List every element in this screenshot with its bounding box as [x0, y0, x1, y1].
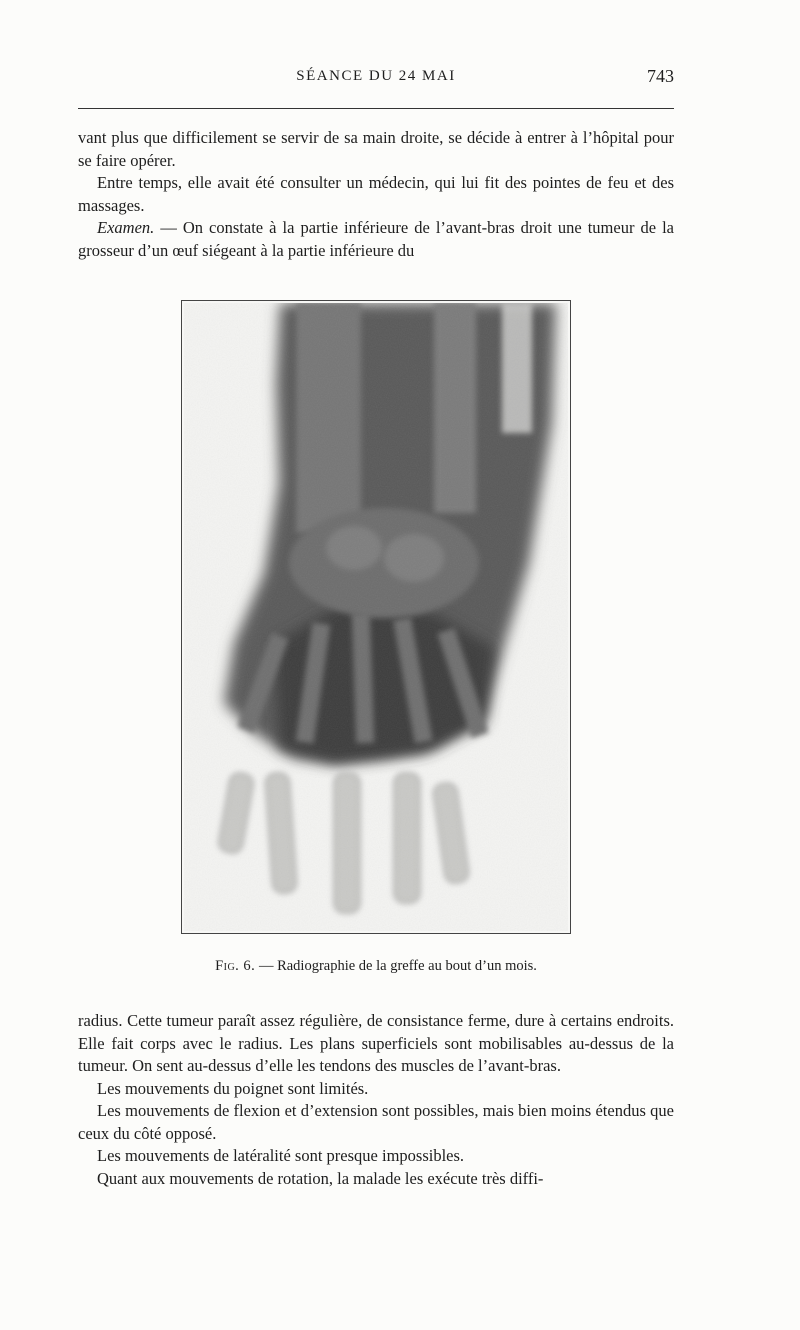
page-number: 743	[647, 66, 674, 86]
caption-text: — Radiographie de la greffe au bout d’un mois.	[255, 958, 537, 974]
header-rule	[78, 108, 674, 109]
text-block-top	[78, 127, 674, 262]
paragraph: Les mouvements de flexion et d’extension sont possibles, mais bien moins étendus que ceux du côté opposé.	[78, 1101, 674, 1143]
figure-label: Fig. 6.	[215, 958, 256, 974]
paragraph: Quant aux mouvements de rotation, la malade les exécute très diffi-	[97, 1168, 544, 1188]
paragraph	[78, 217, 674, 262]
text-block-bottom	[78, 1010, 674, 1190]
paragraph: Les mouvements du poignet sont limités.	[97, 1078, 369, 1098]
paragraph: vant plus que difficilement se servir de sa main droite, se décide à entrer à l’hôpital pour se faire opérer.	[78, 128, 674, 170]
wrist-radiograph-image	[184, 303, 568, 931]
paragraph-text: — On constate à la partie inférieure de l’avant-bras droit une tumeur de la grosseur d’un œuf siégeant à la partie inférieure du	[78, 218, 674, 260]
paragraph: radius. Cette tumeur paraît assez régulière, de consistance ferme, dure à certains endroits. Elle fait corps avec le radius. Les plans superficiels sont mobilisables au-dessus de la tumeur. On sent au-dessus d’elle les tendons des muscles de l’avant-bras.	[78, 1011, 674, 1075]
running-head: SÉANCE DU 24 MAI	[296, 68, 456, 84]
paragraph: Entre temps, elle avait été consulter un médecin, qui lui fit des pointes de feu et des massages.	[78, 173, 674, 215]
radiograph-figure	[181, 300, 571, 934]
section-label: Examen.	[97, 218, 155, 237]
figure-caption	[78, 958, 674, 975]
paragraph: Les mouvements de latéralité sont presque impossibles.	[97, 1146, 465, 1165]
page-header	[78, 66, 674, 98]
